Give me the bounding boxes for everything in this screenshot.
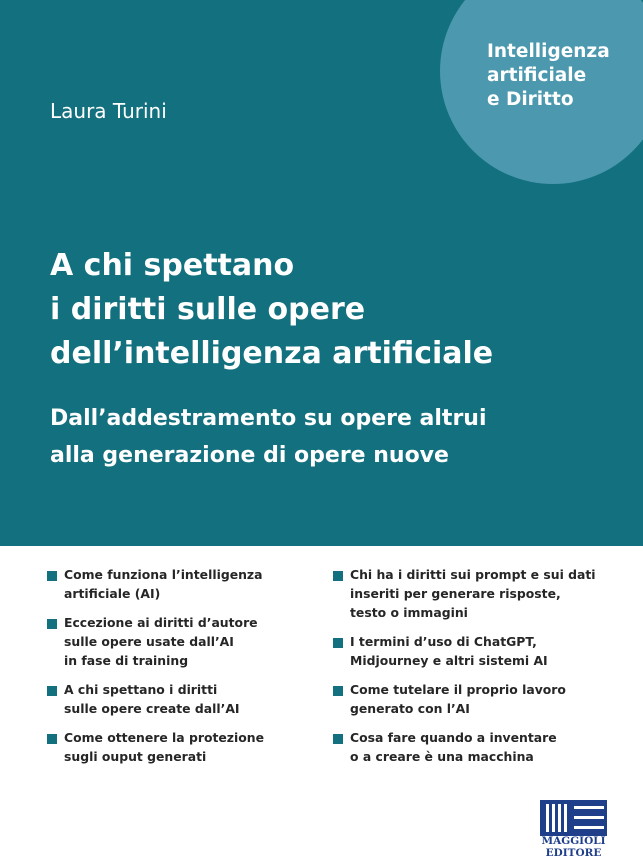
book-title-line: A chi spettano [50, 248, 295, 283]
square-bullet-icon [47, 686, 57, 696]
author-name: Laura Turini [50, 99, 167, 123]
book-subtitle [50, 400, 487, 474]
topic-text-line: Come funziona l’intelligenza [64, 567, 263, 582]
topic-item [47, 565, 264, 603]
topic-item [333, 565, 596, 622]
topic-text-line: testo o immagini [350, 605, 468, 620]
series-name [487, 40, 610, 112]
publisher-logo [540, 800, 607, 859]
square-bullet-icon [333, 571, 343, 581]
topic-text-line: Chi ha i diritti sui prompt e sui dati [350, 567, 596, 582]
topic-text-line: Eccezione ai diritti d’autore [64, 615, 258, 630]
topic-text-line: Midjourney e altri sistemi AI [350, 653, 548, 668]
book-title [50, 244, 493, 376]
topic-text-line: I termini d’uso di ChatGPT, [350, 634, 537, 649]
topic-item [333, 632, 596, 670]
publisher-name [540, 836, 607, 859]
topic-text-line: Cosa fare quando a inventare [350, 730, 557, 745]
topic-text [64, 728, 264, 766]
series-name-line: artificiale [487, 65, 587, 86]
topic-text-line: sulle opere create dall’AI [64, 701, 240, 716]
topic-text [350, 728, 596, 766]
book-title-line: dell’intelligenza artificiale [50, 336, 494, 371]
book-title-line: i diritti sulle opere [50, 292, 366, 327]
topic-item [47, 728, 264, 766]
topics-list-left [47, 565, 264, 776]
series-name-line: e Diritto [487, 89, 574, 110]
book-subtitle-line: alla generazione di opere nuove [50, 443, 449, 468]
topic-text [350, 680, 596, 718]
topic-text [64, 565, 264, 603]
topic-text-line: sulle opere usate dall’AI [64, 634, 234, 649]
series-name-line: Intelligenza [487, 41, 610, 62]
book-subtitle-line: Dall’addestramento su opere altrui [50, 406, 487, 431]
topic-item [47, 613, 264, 670]
square-bullet-icon [333, 686, 343, 696]
publisher-logo-icon [540, 800, 607, 836]
topic-text-line: in fase di training [64, 653, 189, 668]
topic-text-line: generato con l’AI [350, 701, 470, 716]
topic-text-line: A chi spettano i diritti [64, 682, 218, 697]
topic-text [350, 632, 596, 670]
topic-item [47, 680, 264, 718]
topic-text-line: artificiale (AI) [64, 586, 161, 601]
publisher-name-line: EDITORE [545, 846, 602, 859]
square-bullet-icon [333, 734, 343, 744]
topic-text-line: inseriti per generare risposte, [350, 586, 561, 601]
topics-list-right [333, 565, 596, 776]
topic-text [350, 565, 596, 622]
topic-text-line: Come tutelare il proprio lavoro [350, 682, 566, 697]
topic-text [64, 680, 264, 718]
topic-text-line: sugli ouput generati [64, 749, 207, 764]
topic-text-line: Come ottenere la protezione [64, 730, 264, 745]
topic-item [333, 728, 596, 766]
topic-text [64, 613, 264, 670]
topic-text-line: o a creare è una macchina [350, 749, 534, 764]
square-bullet-icon [47, 619, 57, 629]
square-bullet-icon [47, 734, 57, 744]
publisher-name-line: MAGGIOLI [541, 835, 606, 847]
square-bullet-icon [47, 571, 57, 581]
topic-item [333, 680, 596, 718]
square-bullet-icon [333, 638, 343, 648]
